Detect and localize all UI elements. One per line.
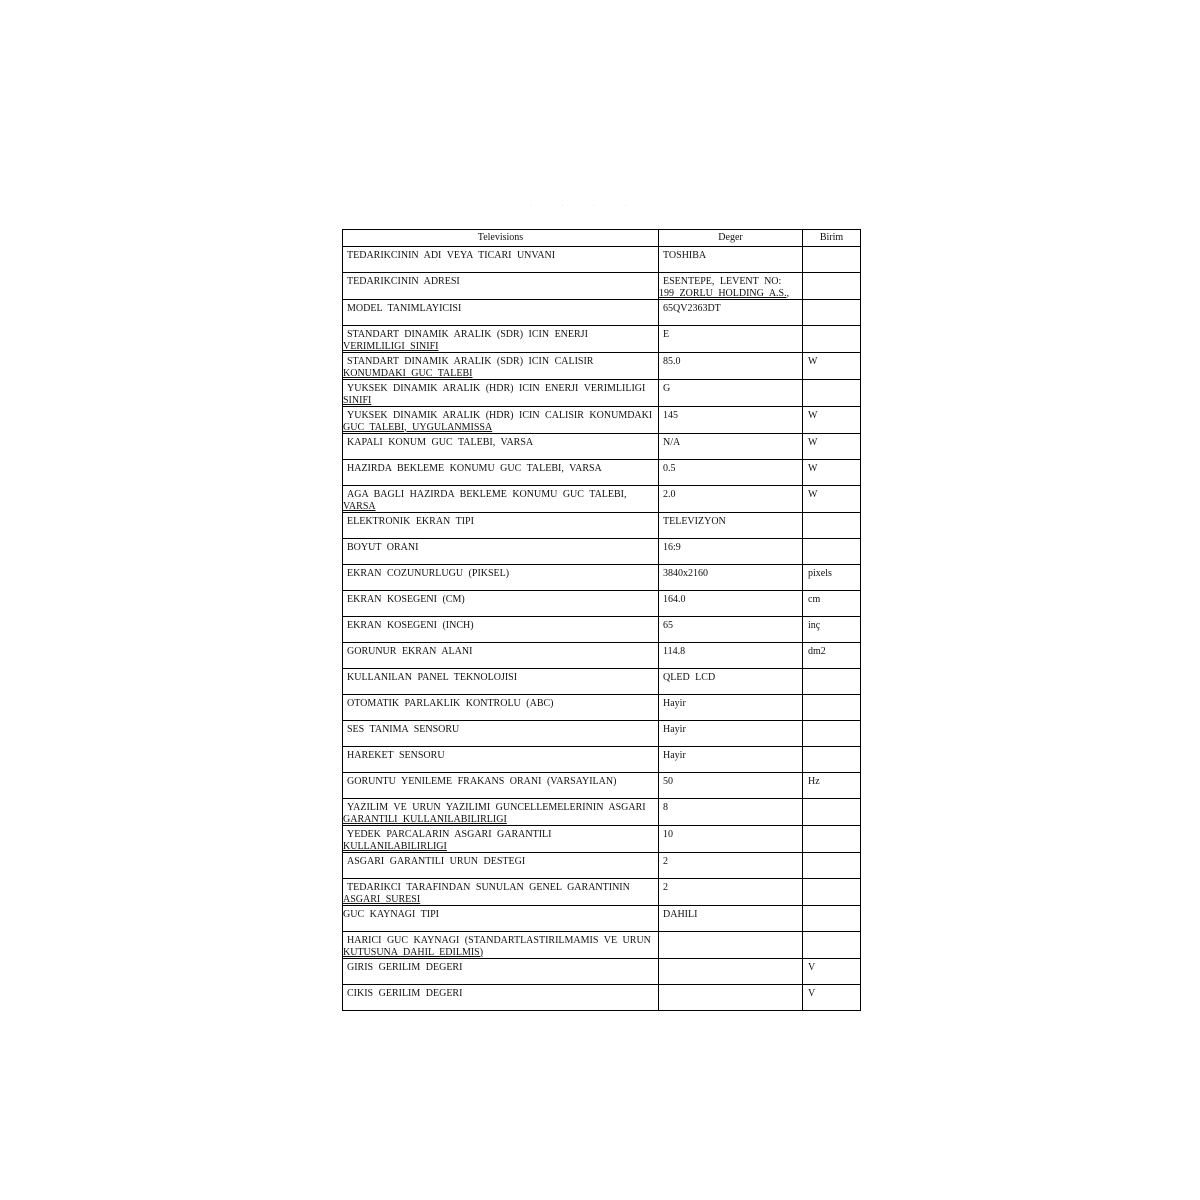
table-row bbox=[343, 959, 861, 985]
row-unit bbox=[803, 906, 860, 909]
row-value-cell bbox=[659, 669, 803, 695]
table-row bbox=[343, 565, 861, 591]
row-unit-cell bbox=[803, 985, 861, 1011]
row-label-cell bbox=[343, 353, 659, 380]
row-unit-cell bbox=[803, 486, 861, 513]
table-row bbox=[343, 407, 861, 434]
row-label-line1: KULLANILAN PANEL TEKNOLOJISI bbox=[347, 672, 518, 683]
row-value bbox=[659, 879, 802, 894]
row-value-cell bbox=[659, 747, 803, 773]
row-value bbox=[659, 273, 802, 299]
row-label-line1: STANDART DINAMIK ARALIK (SDR) ICIN CALISIR bbox=[347, 356, 594, 367]
row-value bbox=[659, 643, 802, 658]
table-row bbox=[343, 591, 861, 617]
row-unit: V bbox=[808, 962, 816, 973]
row-label bbox=[343, 669, 658, 684]
row-unit bbox=[803, 932, 860, 935]
row-label-cell bbox=[343, 326, 659, 353]
row-value bbox=[659, 460, 802, 475]
row-unit-cell bbox=[803, 906, 861, 932]
row-unit bbox=[803, 879, 860, 882]
row-value-line1: QLED LCD bbox=[663, 672, 716, 683]
row-label bbox=[343, 460, 658, 475]
row-value-line1: 145 bbox=[663, 410, 678, 421]
row-label-line1: GORUNUR EKRAN ALANI bbox=[347, 646, 473, 657]
row-value-cell bbox=[659, 460, 803, 486]
row-label-line1: CIKIS GERILIM DEGERI bbox=[347, 988, 463, 999]
row-label-cell bbox=[343, 932, 659, 959]
table-row bbox=[343, 643, 861, 669]
table-row bbox=[343, 617, 861, 643]
row-value bbox=[659, 539, 802, 554]
row-unit bbox=[803, 326, 860, 329]
row-unit-cell bbox=[803, 460, 861, 486]
row-value-cell bbox=[659, 985, 803, 1011]
row-label-line1: BOYUT ORANI bbox=[347, 542, 419, 553]
row-label-line1: SES TANIMA SENSORU bbox=[347, 724, 460, 735]
row-label-line1: HAZIRDA BEKLEME KONUMU GUC TALEBI, VARSA bbox=[347, 463, 602, 474]
row-label bbox=[343, 721, 658, 736]
row-label-line1: KAPALI KONUM GUC TALEBI, VARSA bbox=[347, 437, 534, 448]
table-row bbox=[343, 853, 861, 879]
row-value bbox=[659, 353, 802, 368]
column-header-deger: Deger bbox=[659, 230, 803, 247]
row-value-cell bbox=[659, 959, 803, 985]
row-label bbox=[343, 353, 658, 379]
row-label-line2: VERIMLILIGI SINIFI bbox=[343, 340, 439, 352]
row-label bbox=[343, 985, 658, 1000]
row-label bbox=[343, 959, 658, 974]
row-value-cell bbox=[659, 300, 803, 326]
row-label bbox=[343, 826, 658, 852]
row-unit bbox=[803, 539, 860, 542]
row-unit-cell bbox=[803, 695, 861, 721]
row-label-cell bbox=[343, 721, 659, 747]
row-label-cell bbox=[343, 695, 659, 721]
row-unit-cell bbox=[803, 565, 861, 591]
row-value bbox=[659, 326, 802, 341]
row-value-line1: 50 bbox=[663, 776, 673, 787]
row-unit bbox=[803, 513, 860, 516]
table-row bbox=[343, 906, 861, 932]
row-value-cell bbox=[659, 721, 803, 747]
row-unit: dm2 bbox=[808, 646, 826, 657]
row-unit: inç bbox=[808, 620, 821, 631]
row-label-cell bbox=[343, 643, 659, 669]
row-label bbox=[343, 380, 658, 406]
table-row bbox=[343, 380, 861, 407]
row-unit-cell bbox=[803, 959, 861, 985]
row-label bbox=[343, 773, 658, 788]
row-label-cell bbox=[343, 565, 659, 591]
row-value-cell bbox=[659, 326, 803, 353]
table-row bbox=[343, 695, 861, 721]
table-row bbox=[343, 486, 861, 513]
row-label-cell bbox=[343, 434, 659, 460]
row-value-cell bbox=[659, 906, 803, 932]
row-label-line1: YUKSEK DINAMIK ARALIK (HDR) ICIN CALISIR KONUMDAKI bbox=[347, 410, 653, 421]
row-value-line1: G bbox=[663, 383, 671, 394]
row-label-line1: HAREKET SENSORU bbox=[347, 750, 445, 761]
row-label bbox=[343, 853, 658, 868]
row-unit-cell bbox=[803, 643, 861, 669]
row-label-line1: ASGARI GARANTILI URUN DESTEGI bbox=[347, 856, 526, 867]
row-value bbox=[659, 773, 802, 788]
row-label-cell bbox=[343, 669, 659, 695]
row-unit-cell bbox=[803, 721, 861, 747]
row-value bbox=[659, 826, 802, 841]
row-label-cell bbox=[343, 486, 659, 513]
row-value bbox=[659, 799, 802, 814]
row-label-cell bbox=[343, 747, 659, 773]
row-value bbox=[659, 300, 802, 315]
row-value-line1: 8 bbox=[663, 802, 668, 813]
row-label bbox=[343, 565, 658, 580]
row-value-cell bbox=[659, 353, 803, 380]
table-row bbox=[343, 434, 861, 460]
row-unit-cell bbox=[803, 591, 861, 617]
row-label-line2: GUC TALEBI, UYGULANMISSA bbox=[343, 421, 493, 433]
row-value-line1: TOSHIBA bbox=[663, 250, 707, 261]
table-row bbox=[343, 747, 861, 773]
row-value-cell bbox=[659, 879, 803, 906]
row-label-line1: EKRAN KOSEGENI (INCH) bbox=[347, 620, 474, 631]
row-unit-cell bbox=[803, 407, 861, 434]
row-label-cell bbox=[343, 407, 659, 434]
row-label-cell bbox=[343, 273, 659, 300]
table-row bbox=[343, 300, 861, 326]
row-value-cell bbox=[659, 513, 803, 539]
table-row bbox=[343, 539, 861, 565]
row-value-cell bbox=[659, 826, 803, 853]
row-label-line1: OTOMATIK PARLAKLIK KONTROLU (ABC) bbox=[347, 698, 554, 709]
row-label bbox=[343, 434, 658, 449]
row-value-cell bbox=[659, 853, 803, 879]
row-value-line1: 3840x2160 bbox=[663, 568, 708, 579]
table-row bbox=[343, 879, 861, 906]
row-unit bbox=[803, 273, 860, 276]
row-value-cell bbox=[659, 273, 803, 300]
row-unit bbox=[803, 826, 860, 829]
row-label bbox=[343, 695, 658, 710]
row-value bbox=[659, 565, 802, 580]
row-label-cell bbox=[343, 773, 659, 799]
row-value-line1: 16:9 bbox=[663, 542, 681, 553]
row-label-cell bbox=[343, 539, 659, 565]
row-unit bbox=[803, 669, 860, 672]
row-unit: V bbox=[808, 988, 816, 999]
row-value-cell bbox=[659, 617, 803, 643]
row-value-line1: DAHILI bbox=[663, 909, 698, 920]
row-unit bbox=[803, 853, 860, 856]
row-label-line1: YEDEK PARCALARIN ASGARI GARANTILI bbox=[347, 829, 552, 840]
row-unit-cell bbox=[803, 932, 861, 959]
row-value-cell bbox=[659, 799, 803, 826]
row-unit-cell bbox=[803, 247, 861, 273]
row-value-line1: TELEVIZYON bbox=[663, 516, 726, 527]
row-value-line1: Hayir bbox=[663, 698, 686, 709]
row-value bbox=[659, 959, 802, 962]
row-unit: Hz bbox=[808, 776, 820, 787]
row-value-cell bbox=[659, 434, 803, 460]
row-value-cell bbox=[659, 773, 803, 799]
row-label bbox=[343, 617, 658, 632]
row-label-cell bbox=[343, 460, 659, 486]
row-value bbox=[659, 434, 802, 449]
row-label bbox=[343, 407, 658, 433]
row-value-cell bbox=[659, 539, 803, 565]
row-value-cell bbox=[659, 932, 803, 959]
row-value-cell bbox=[659, 380, 803, 407]
row-value-line1: Hayir bbox=[663, 750, 686, 761]
row-unit-cell bbox=[803, 826, 861, 853]
row-label bbox=[343, 300, 658, 315]
row-value-cell bbox=[659, 591, 803, 617]
row-unit bbox=[803, 247, 860, 250]
row-label-line1: EKRAN COZUNURLUGU (PIKSEL) bbox=[347, 568, 510, 579]
row-unit bbox=[803, 799, 860, 802]
row-label-line1: STANDART DINAMIK ARALIK (SDR) ICIN ENERJI bbox=[347, 329, 588, 340]
row-value-line1: 65QV2363DT bbox=[663, 303, 721, 314]
row-unit bbox=[803, 380, 860, 383]
row-value-line1: 114.8 bbox=[663, 646, 686, 657]
table-row bbox=[343, 985, 861, 1011]
row-unit-cell bbox=[803, 273, 861, 300]
row-value-line1: Hayir bbox=[663, 724, 686, 735]
row-unit: pixels bbox=[808, 568, 832, 579]
row-label-line1: GORUNTU YENILEME FRAKANS ORANI (VARSAYILAN) bbox=[347, 776, 617, 787]
product-info-table bbox=[342, 229, 861, 1011]
row-label-line2: KULLANILABILIRLIGI bbox=[343, 840, 447, 852]
row-label-line1: AGA BAGLI HAZIRDA BEKLEME KONUMU GUC TALEBI, bbox=[347, 489, 627, 500]
row-value bbox=[659, 853, 802, 868]
row-value bbox=[659, 906, 802, 921]
row-value-line1: ESENTEPE, LEVENT NO: bbox=[663, 276, 782, 287]
row-label-line2: SINIFI bbox=[343, 394, 372, 406]
row-value-line1: 164.0 bbox=[663, 594, 686, 605]
row-value-cell bbox=[659, 407, 803, 434]
row-label-line1: TEDARIKCININ ADRESI bbox=[347, 276, 460, 287]
row-unit-cell bbox=[803, 773, 861, 799]
row-unit-cell bbox=[803, 300, 861, 326]
table-row bbox=[343, 799, 861, 826]
row-unit-cell bbox=[803, 539, 861, 565]
row-label-cell bbox=[343, 959, 659, 985]
row-label-line2: KONUMDAKI GUC TALEBI bbox=[343, 367, 473, 379]
row-unit-cell bbox=[803, 434, 861, 460]
row-label-cell bbox=[343, 985, 659, 1011]
row-value-line1: 85.0 bbox=[663, 356, 681, 367]
table-row bbox=[343, 669, 861, 695]
row-value-line1: 2 bbox=[663, 882, 668, 893]
row-label-cell bbox=[343, 906, 659, 932]
row-label bbox=[343, 799, 658, 825]
table-row bbox=[343, 326, 861, 353]
row-value bbox=[659, 247, 802, 262]
column-header-televisions: Televisions bbox=[343, 230, 659, 247]
row-unit-cell bbox=[803, 380, 861, 407]
row-label-line1: ELEKTRONIK EKRAN TIPI bbox=[347, 516, 474, 527]
faint-header-text: . . . . bbox=[530, 200, 641, 208]
row-label-line1: TEDARIKCININ ADI VEYA TICARI UNVANI bbox=[347, 250, 556, 261]
row-unit-cell bbox=[803, 353, 861, 380]
row-value bbox=[659, 513, 802, 528]
row-label-cell bbox=[343, 513, 659, 539]
row-unit-cell bbox=[803, 747, 861, 773]
row-label bbox=[343, 643, 658, 658]
row-value-line1: 10 bbox=[663, 829, 673, 840]
row-label bbox=[343, 591, 658, 606]
table-row bbox=[343, 247, 861, 273]
row-value bbox=[659, 380, 802, 395]
row-label-cell bbox=[343, 826, 659, 853]
row-unit bbox=[803, 721, 860, 724]
row-value-cell bbox=[659, 486, 803, 513]
row-value bbox=[659, 486, 802, 501]
row-label-cell bbox=[343, 853, 659, 879]
row-label bbox=[343, 747, 658, 762]
row-label-line1: YUKSEK DINAMIK ARALIK (HDR) ICIN ENERJI VERIMLILIGI bbox=[347, 383, 646, 394]
row-unit-cell bbox=[803, 669, 861, 695]
row-unit: W bbox=[808, 356, 818, 367]
row-label bbox=[343, 486, 658, 512]
row-value-line1: 65 bbox=[663, 620, 673, 631]
row-label bbox=[343, 273, 658, 288]
table-row bbox=[343, 773, 861, 799]
row-label-cell bbox=[343, 300, 659, 326]
row-value bbox=[659, 695, 802, 710]
row-value-line1: 2.0 bbox=[663, 489, 676, 500]
row-unit-cell bbox=[803, 617, 861, 643]
row-label-line1: HARICI GUC KAYNAGI (STANDARTLASTIRILMAMIS VE URUN bbox=[347, 935, 651, 946]
row-value-cell bbox=[659, 247, 803, 273]
table-row bbox=[343, 353, 861, 380]
row-label bbox=[343, 539, 658, 554]
row-unit bbox=[803, 695, 860, 698]
row-value bbox=[659, 985, 802, 988]
row-label bbox=[343, 906, 658, 921]
row-label-line1: GIRIS GERILIM DEGERI bbox=[347, 962, 463, 973]
table-header-row bbox=[343, 230, 861, 247]
row-value-line2: 199 ZORLU HOLDING A.S., bbox=[659, 287, 790, 299]
row-value-line1: 0.5 bbox=[663, 463, 676, 474]
row-label-line2: VARSA bbox=[343, 500, 376, 512]
row-label-cell bbox=[343, 591, 659, 617]
table-row bbox=[343, 826, 861, 853]
row-label bbox=[343, 326, 658, 352]
row-value bbox=[659, 591, 802, 606]
table-row bbox=[343, 721, 861, 747]
row-label bbox=[343, 932, 658, 958]
row-label-line1: YAZILIM VE URUN YAZILIMI GUNCELLEMELERININ ASGARI bbox=[347, 802, 646, 813]
row-label-line1: MODEL TANIMLAYICISI bbox=[347, 303, 462, 314]
column-header-birim: Birim bbox=[803, 230, 861, 247]
row-label-cell bbox=[343, 380, 659, 407]
row-unit: W bbox=[808, 489, 818, 500]
row-unit-cell bbox=[803, 513, 861, 539]
row-label-line1: TEDARIKCI TARAFINDAN SUNULAN GENEL GARANTININ bbox=[347, 882, 630, 893]
row-label bbox=[343, 247, 658, 262]
row-unit: W bbox=[808, 410, 818, 421]
row-label-line2: KUTUSUNA DAHIL EDILMIS) bbox=[343, 946, 484, 958]
table-row bbox=[343, 932, 861, 959]
row-unit-cell bbox=[803, 879, 861, 906]
row-label-cell bbox=[343, 879, 659, 906]
row-value-cell bbox=[659, 565, 803, 591]
row-label-cell bbox=[343, 617, 659, 643]
row-unit-cell bbox=[803, 799, 861, 826]
row-value-cell bbox=[659, 695, 803, 721]
row-unit: cm bbox=[808, 594, 821, 605]
row-value-line1: E bbox=[663, 329, 670, 340]
row-label-line1: GUC KAYNAGI TIPI bbox=[343, 909, 440, 920]
row-label bbox=[343, 879, 658, 905]
table-row bbox=[343, 273, 861, 300]
row-unit-cell bbox=[803, 853, 861, 879]
row-unit: W bbox=[808, 463, 818, 474]
row-value bbox=[659, 747, 802, 762]
table-row bbox=[343, 460, 861, 486]
row-value bbox=[659, 669, 802, 684]
row-label-line2: ASGARI SURESI bbox=[343, 893, 421, 905]
row-unit bbox=[803, 300, 860, 303]
row-value bbox=[659, 932, 802, 935]
row-value bbox=[659, 617, 802, 632]
row-label-line2: GARANTILI KULLANILABILIRLIGI bbox=[343, 813, 507, 825]
row-value-line1: 2 bbox=[663, 856, 668, 867]
table-row bbox=[343, 513, 861, 539]
row-value bbox=[659, 721, 802, 736]
row-unit-cell bbox=[803, 326, 861, 353]
row-label-cell bbox=[343, 247, 659, 273]
row-label-line1: EKRAN KOSEGENI (CM) bbox=[347, 594, 465, 605]
row-label bbox=[343, 513, 658, 528]
row-unit bbox=[803, 747, 860, 750]
row-value-cell bbox=[659, 643, 803, 669]
row-value-line1: N/A bbox=[663, 437, 681, 448]
row-unit: W bbox=[808, 437, 818, 448]
row-value bbox=[659, 407, 802, 422]
row-label-cell bbox=[343, 799, 659, 826]
